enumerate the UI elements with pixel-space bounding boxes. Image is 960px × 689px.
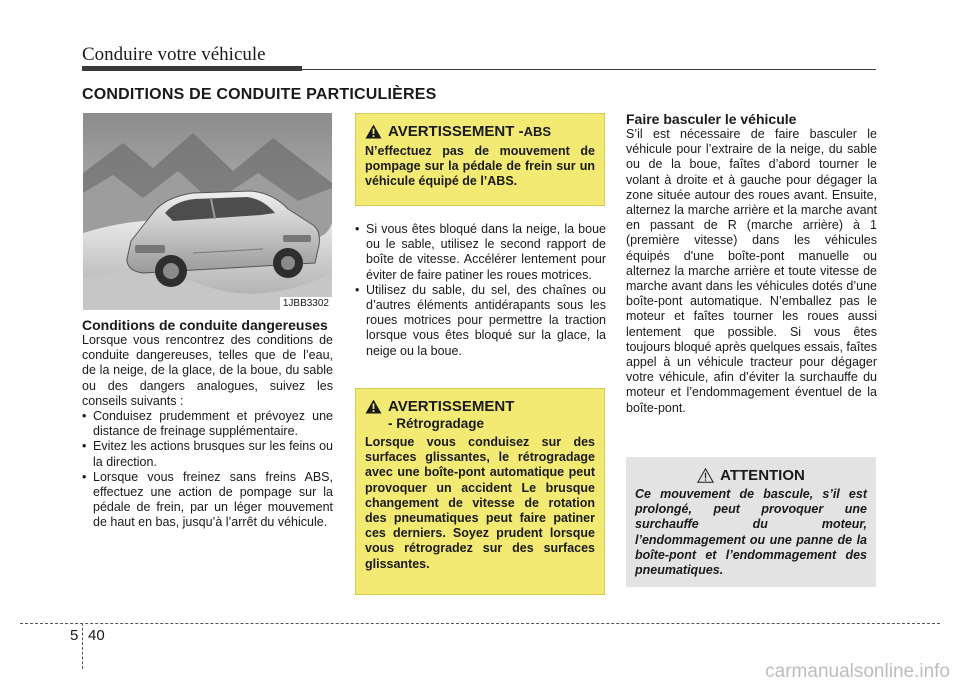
footer-rule xyxy=(20,623,940,624)
right-column xyxy=(626,111,877,416)
header-title: Conduire votre véhicule xyxy=(82,44,266,65)
middle-bullet-list xyxy=(355,222,606,359)
right-body: S’il est nécessaire de faire basculer le véhicule pour l’extraire de la neige, du sable ou de la boue, faîtes d’abord tourner le volant à droite et à gauche pour dégager la zone située autour des roues avant. Ensuite, alternez la marche arrière et la marche avant en passant de R (marche arrière) à 1 (première vitesse) dans les véhicules équipés d'une boîte-pont manuelle ou alternez la marche arrière et toute vitesse de marche avant dans les véhicules dotés d’une boîte-pont automatique. N’emballez pas le moteur et faîtes tourner les roues aussi lentement que possible. Si vous êtes toujours bloqué après quelques essais, faîtes appel à un véhicule tracteur pour dégager votre véhicule, afin d’éviter la surchauffe du moteur et l’endommagement éventuel de la boîte-pont. xyxy=(626,127,877,415)
warning-abs-title-text: AVERTISSEMENT - xyxy=(388,123,524,140)
header-rule xyxy=(302,69,876,70)
list-item: • Evitez les actions brusques sur les feins ou la direction. xyxy=(82,439,333,469)
chapter-number: 5 xyxy=(70,627,79,644)
warning-downshift-title-text: AVERTISSEMENT xyxy=(388,398,515,415)
watermark: carmanualsonline.info xyxy=(765,661,950,682)
warning-downshift-box xyxy=(355,388,605,595)
left-subheading: Conditions de conduite dangereuses xyxy=(82,317,328,333)
warning-downshift-title xyxy=(365,398,595,415)
header-bar xyxy=(82,66,302,71)
caution-triangle-icon xyxy=(697,468,714,483)
list-item: • Lorsque vous freinez sans freins ABS, effectuez une action de pompage sur la pédale de frein, par un léger mouvement de haut en bas, jusqu’à l’arrêt du véhicule. xyxy=(82,470,333,531)
warning-downshift-body: Lorsque vous conduisez sur des surfaces glissantes, le rétrogradage avec une boîte-pont automatique peut provoquer un accident Le brusque changement de vitesse de rotation des pneumatiques peut faire patiner ces derniers. Soyez prudent lorsque vous rétrogradez sur des surfaces glissantes. xyxy=(365,435,595,571)
attention-title-text: ATTENTION xyxy=(720,467,805,484)
page-number: 40 xyxy=(88,627,105,644)
list-item: • Utilisez du sable, du sel, des chaînes ou d’autres éléments antidérapants sous les roues motrices pour permettre la traction lorsque vous êtes bloqué sur la glace, la neige ou la boue. xyxy=(355,283,606,359)
section-title: CONDITIONS DE CONDUITE PARTICULIÈRES xyxy=(82,86,437,103)
warning-triangle-icon xyxy=(365,124,382,139)
left-column xyxy=(82,317,333,531)
attention-title xyxy=(635,467,867,484)
car-illustration xyxy=(83,113,332,310)
left-bullet-list xyxy=(82,409,333,531)
right-subheading: Faire basculer le véhicule xyxy=(626,111,797,127)
left-intro: Lorsque vous rencontrez des conditions de conduite dangereuses, telles que de l’eau, de la neige, de la glace, de la boue, du sable ou des dangers analogues, suivez les conseils suivants : xyxy=(82,333,333,408)
attention-box xyxy=(626,457,876,587)
list-item: • Conduisez prudemment et prévoyez une distance de freinage supplémentaire. xyxy=(82,409,333,439)
figure-code: 1JBB3302 xyxy=(280,297,332,310)
list-item: • Si vous êtes bloqué dans la neige, la boue ou le sable, utilisez le second rapport de boîte de vitesse. Accélérer lentement pour éviter de faire patiner les roues motrices. xyxy=(355,222,606,283)
car-drawing xyxy=(83,113,332,310)
footer-divider xyxy=(82,623,83,669)
warning-abs-body: N’effectuez pas de mouvement de pompage sur la pédale de frein sur un véhicule équipé de l’ABS. xyxy=(365,144,595,189)
warning-abs-title xyxy=(365,123,595,140)
warning-triangle-icon xyxy=(365,399,382,414)
middle-column xyxy=(355,222,606,359)
warning-abs-box xyxy=(355,113,605,206)
warning-abs-title-suffix: ABS xyxy=(523,124,552,139)
warning-downshift-subtitle: - Rétrogradage xyxy=(388,416,485,431)
attention-body: Ce mouvement de bascule, s’il est prolongé, peut provoquer une surchauffe du moteur, l’endommagement ou une panne de la boîte-pont et l’endommagement des pneumatiques. xyxy=(635,487,867,578)
